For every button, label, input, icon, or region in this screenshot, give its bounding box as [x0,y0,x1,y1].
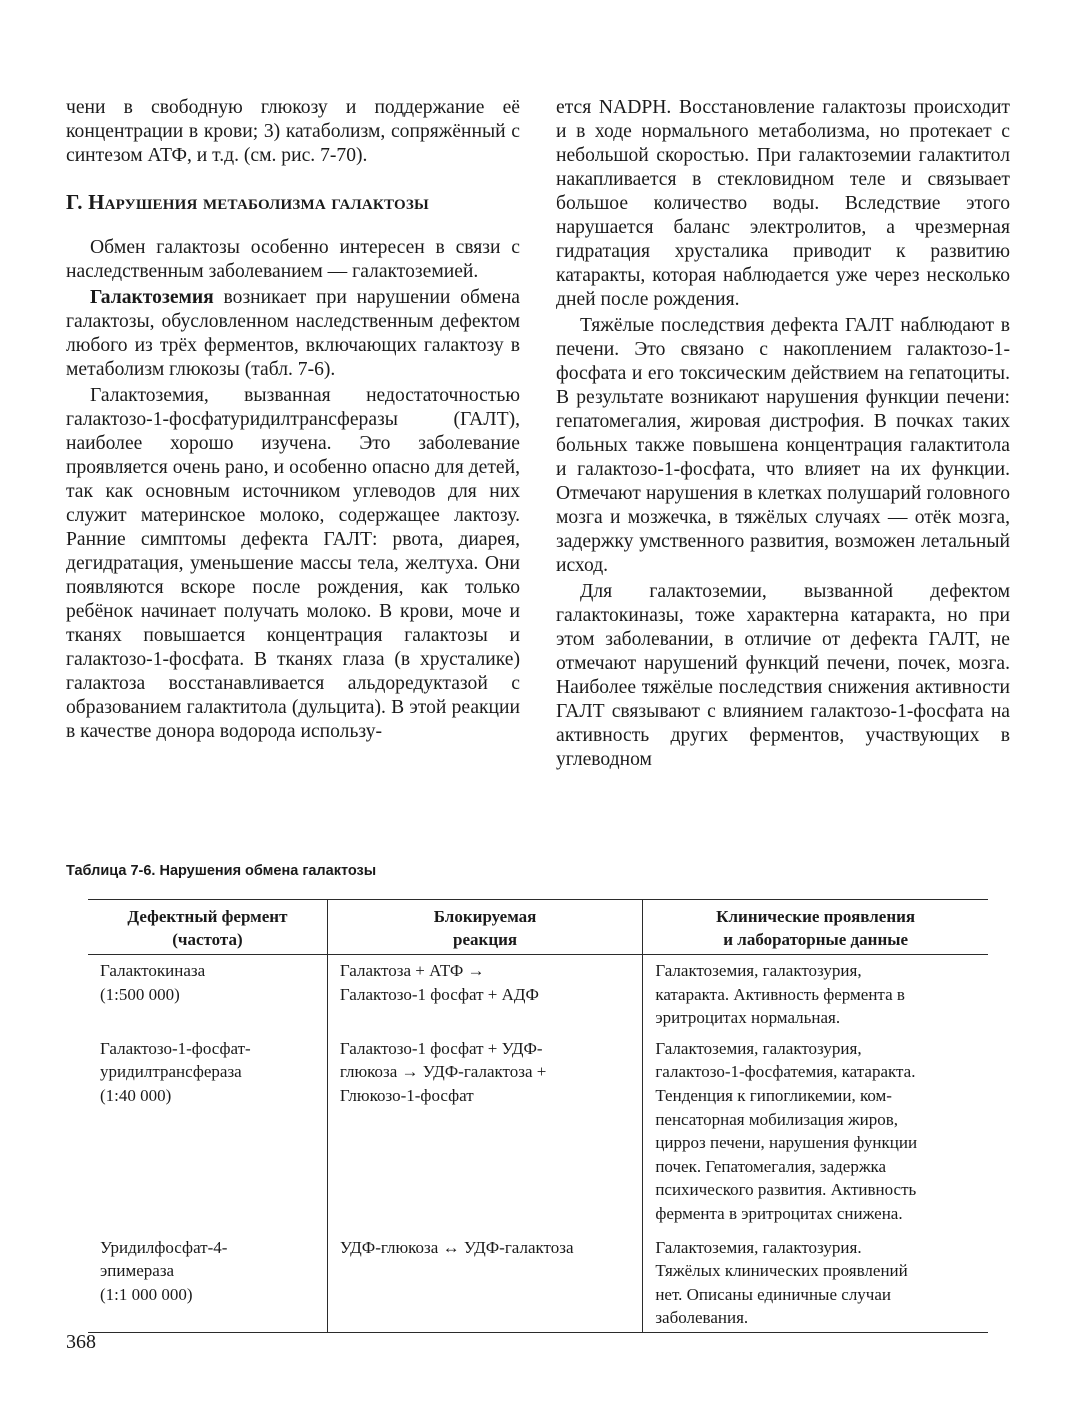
bold-term: Галактоземия [90,287,214,308]
cell-line: пенсаторная мобилизация жиров, [655,1109,899,1129]
cell-line: Уридилфосфат-4- [100,1237,228,1257]
section-title: Г. Нарушения метаболизма галактозы [66,190,429,214]
cell-line: психического развития. Активность [655,1180,917,1200]
cell-enzyme [88,1232,327,1333]
cell-line: (1:1 000 000) [100,1284,193,1304]
header-line: Клинические проявления [716,907,916,926]
cell-line: фермента в эритроцитах снижена. [655,1203,903,1223]
cell-line: уридилтрансфераза [100,1062,242,1082]
cell-reaction [327,955,642,1033]
cell-line: Глюкозо-1-фосфат [339,1085,474,1105]
cell-line: Галактоземия, галактозурия, [655,961,862,980]
galactose-disorders-table [88,899,988,1333]
cell-enzyme [88,955,327,1033]
cell-line: Галактозо-1 фосфат + УДФ- [339,1038,543,1058]
header-clinical [643,900,988,955]
header-enzyme [88,900,327,955]
header-line: (частота) [172,930,243,949]
cell-line: почек. Гепатомегалия, задержка [655,1156,887,1176]
cell-reaction [327,1232,642,1333]
table-caption: Таблица 7-6. Нарушения обмена галактозы [66,863,377,879]
paragraph: Галактоземия, вызванная недостаточностью галактозо-1-фосфатуридилтрансферазы (ГАЛТ), наиболее хорошо изучена. Это заболевание проявляется очень рано, и особенно опасно для детей, так как основным источником углеводов для них служит материнское молоко, содержащее лактозу. Ранние симптомы дефекта ГАЛТ: рвота, диарея, дегидратация, уменьшение массы тела, желтуха. Они появляются вскоре после рождения, как только ребёнок начинает получать молоко. В крови, моче и тканях повышается концентрация галактозы и галактозо-1-фосфата. В тканях глаза (в хрусталике) галактоза восстанавливается альдоредуктазой с образованием галактитола (дульцита). В этой реакции в качестве донора водорода использу- [66,385,520,742]
cell-line: галактозо-1-фосфатемия, катаракта. [655,1062,916,1082]
cell-enzyme [88,1033,327,1232]
header-line: Дефектный фермент [127,907,288,926]
header-reaction [327,900,642,955]
table-row [88,1232,988,1333]
cell-line: Галактозо-1-фосфат- [100,1038,251,1058]
paragraph: Для галактоземии, вызванной дефектом галактокиназы, тоже характерна катаракта, но при этом заболевании, в отличие от дефекта ГАЛТ, не отмечают нарушений функций печени, почек, мозга. Наиболее тяжёлые последствия снижения активности ГАЛТ связывают с влиянием галактозо-1-фосфата на активность других ферментов, участвующих в углеводном [556,581,1010,770]
cell-line: Галактоземия, галактозурия, [655,1038,862,1058]
cell-clinical [643,1033,988,1232]
cell-clinical [643,1232,988,1333]
header-line: и лабораторные данные [723,930,909,949]
cell-line: Галактоземия, галактозурия. [655,1237,862,1257]
cell-line: (1:500 000) [100,984,180,1004]
cell-line: катаракта. Активность фермента в [655,984,905,1004]
header-line: реакция [453,930,518,949]
cell-line: Тенденция к гипогликемии, ком- [655,1085,892,1105]
cell-line: эритроцитах нормальная. [655,1008,841,1028]
cell-line: нет. Описаны единичные случаи [655,1284,891,1304]
paragraph [66,286,520,382]
left-column [66,96,520,744]
table-header-row [88,900,988,955]
table-row [88,1033,988,1232]
cell-line: Галактоза + АТФ → [339,961,485,980]
paragraph: чени в свободную глюкозу и поддержание её концентрации в крови; 3) катаболизм, сопряжённый с синтезом АТФ, и т.д. (см. рис. 7-70). [66,97,520,166]
paragraph: Тяжёлые последствия дефекта ГАЛТ наблюдают в печени. Это связано с накоплением галактозо-1-фосфата и его токсическим действием на гепатоциты. В результате возникают нарушения функции печени: гепатомегалия, жировая дистрофия. В почках таких больных также повышена концентрация галактитола и галактозо-1-фосфата, что влияет на их функции. Отмечают нарушения в клетках полушарий головного мозга и мозжечка, в тяжёлых случаях — отёк мозга, задержку умственного развития, возможен летальный исход. [556,315,1010,576]
table-container [88,899,988,1333]
page-number: 368 [66,1331,96,1353]
paragraph-text: возникает при нарушении обмена галактозы, обусловленном наследственным дефектом любого из трёх ферментов, включающих галактозу в метаболизм глюкозы (табл. 7-6). [66,287,520,380]
right-column [556,96,1010,772]
cell-line: (1:40 000) [100,1085,172,1105]
cell-line: глюкоза → УДФ-галактоза + [339,1062,547,1082]
cell-line: Тяжёлых клинических проявлений [655,1261,908,1281]
paragraph: Обмен галактозы особенно интересен в связи с наследственным заболеванием — галактоземией. [66,237,520,282]
cell-line: цирроз печени, нарушения функции [655,1133,918,1153]
table-row [88,955,988,1033]
cell-clinical [643,955,988,1033]
cell-line: Галактокиназа [100,961,206,980]
cell-line: эпимераза [100,1261,175,1281]
cell-line: УДФ-глюкоза ↔ УДФ-галактоза [339,1237,574,1257]
header-line: Блокируемая [433,907,537,926]
cell-reaction [327,1033,642,1232]
paragraph: ется NADPH. Восстановление галактозы происходит и в ходе нормального метаболизма, но протекает с небольшой скоростью. При галактоземии галактитол накапливается в стекловидном теле и связывает большое количество воды. Вследствие этого нарушается баланс электролитов, а чрезмерная гидратация хрусталика приводит к развитию катаракты, которая наблюдается уже через несколько дней после рождения. [556,97,1010,310]
cell-line: Галактозо-1 фосфат + АДФ [339,984,539,1004]
cell-line: заболевания. [655,1308,749,1328]
